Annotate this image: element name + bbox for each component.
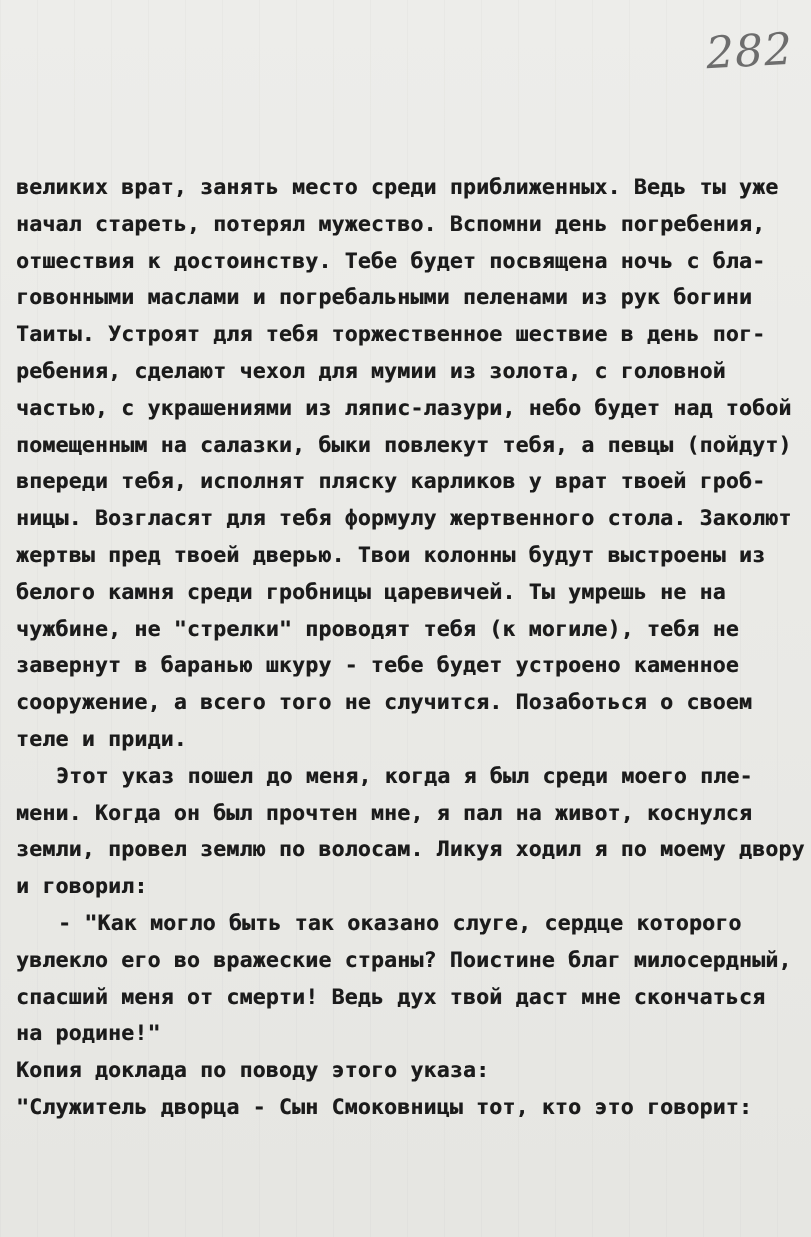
- text-line: сооружение, а всего того не случится. Позаботься о своем: [16, 690, 753, 716]
- text-line: жертвы пред твоей дверью. Твои колонны будут выстроены из: [16, 542, 766, 568]
- text-line: говонными маслами и погребальными пеленами из рук богини: [16, 285, 753, 311]
- text-line: Таиты. Устроят для тебя торжественное шествие в день пог-: [16, 322, 766, 348]
- typed-text-body: [16, 170, 806, 1127]
- text-line: частью, с украшениями из ляпис-лазури, небо будет над тобой: [16, 395, 792, 421]
- text-line: мени. Когда он был прочтен мне, я пал на живот, коснулся: [16, 800, 753, 826]
- text-line: на родине!": [16, 1021, 161, 1047]
- page-number: 282: [704, 23, 795, 80]
- text-line: теле и приди.: [16, 726, 187, 752]
- text-line: "Служитель дворца - Сын Смоковницы тот, кто это говорит:: [16, 1094, 753, 1120]
- text-line: помещенным на салазки, быки повлекут тебя, а певцы (пойдут): [16, 432, 792, 458]
- text-line: - "Как могло быть так оказано слуге, сердце которого: [58, 910, 742, 936]
- text-line: великих врат, занять место среди приближенных. Ведь ты уже: [16, 175, 779, 200]
- text-line: и говорил:: [16, 874, 148, 900]
- text-line: завернут в баранью шкуру - тебе будет устроено каменное: [16, 653, 739, 679]
- text-line: начал стареть, потерял мужество. Вспомни день погребения,: [16, 211, 766, 237]
- text-line: земли, провел землю по волосам. Ликуя ходил я по моему двору: [16, 837, 805, 863]
- text-line: Этот указ пошел до меня, когда я был среди моего пле-: [56, 763, 753, 789]
- text-line: Копия доклада по поводу этого указа:: [16, 1058, 490, 1084]
- text-line: отшествия к достоинству. Тебе будет посвящена ночь с бла-: [16, 248, 766, 274]
- text-line: чужбине, не "стрелки" проводят тебя (к могиле), тебя не: [16, 616, 739, 642]
- text-line: увлекло его во вражеские страны? Поистине благ милосердный,: [16, 947, 792, 973]
- text-line: ребения, сделают чехол для мумии из золота, с головной: [16, 358, 726, 384]
- text-line: впереди тебя, исполнят пляску карликов у врат твоей гроб-: [16, 469, 766, 495]
- text-line: белого камня среди гробницы царевичей. Ты умрешь не на: [16, 579, 726, 605]
- text-line: ницы. Возгласят для тебя формулу жертвенного стола. Заколют: [16, 506, 792, 532]
- text-line: спасший меня от смерти! Ведь дух твой даст мне скончаться: [16, 984, 766, 1010]
